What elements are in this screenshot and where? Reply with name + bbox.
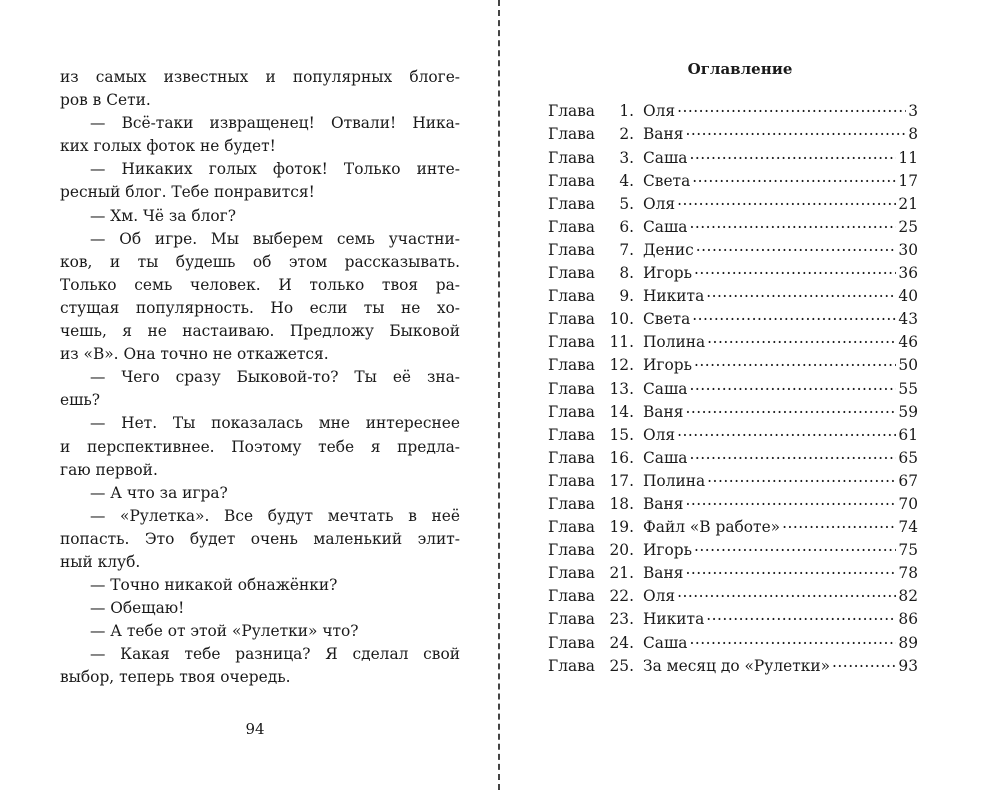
toc-chapter-name: Ваня [643,402,684,421]
toc-leader-dots [685,563,896,578]
toc-chapter-word: Глава [548,379,595,398]
text-line: — Нет. Ты показалась мне интереснее [90,414,460,433]
toc-entry [548,424,918,447]
text-line: из «В». Она точно не откажется. [60,345,329,364]
toc-entry [548,193,918,216]
toc-page-number: 30 [898,240,918,259]
toc-chapter-number: 17. [609,471,634,490]
toc-chapter-name: Игорь [643,356,692,375]
text-line: ков, и ты будешь об этом рассказывать. [60,252,460,271]
text-line: — Об игре. Мы выберем семь участни- [90,229,460,248]
toc-leader-dots [694,355,896,370]
toc-leader-dots [692,170,896,185]
toc-chapter-word: Глава [548,148,595,167]
text-line: Только семь человек. И только твоя ра- [60,275,460,294]
toc-page-number: 8 [908,125,918,144]
toc-chapter-number: 23. [609,610,634,629]
toc-page-number: 93 [898,656,918,675]
left-page-text [60,66,460,690]
toc-page-number: 70 [898,494,918,513]
toc-page-number: 40 [898,287,918,306]
toc-chapter-word: Глава [548,240,595,259]
text-line: из самых известных и популярных блоге- [60,68,460,86]
toc-chapter-word: Глава [548,217,595,236]
toc-entry [548,586,918,609]
toc-entry [548,263,918,286]
toc-chapter-name: Никита [643,287,705,306]
toc-chapter-number: 19. [609,518,634,537]
toc-leader-dots [689,378,896,393]
text-line: ких голых фоток не будет! [60,137,276,156]
text-line: — Чего сразу Быковой-то? Ты её зна- [90,368,460,387]
toc-chapter-number: 11. [609,333,634,352]
toc-chapter-word: Глава [548,587,595,606]
page-number: 94 [245,720,265,738]
toc-chapter-word: Глава [548,541,595,560]
toc-leader-dots [692,309,896,324]
toc-chapter-name: Саша [643,148,688,167]
toc-chapter-word: Глава [548,633,595,652]
toc-chapter-word: Глава [548,471,595,490]
toc-entry [548,332,918,355]
toc-chapter-name: Полина [643,471,706,490]
toc-leader-dots [694,263,896,278]
toc-chapter-word: Глава [548,333,595,352]
toc-entry [548,447,918,470]
toc-entry [548,609,918,632]
page-divider [498,0,500,790]
toc-chapter-name: Ваня [643,494,684,513]
text-line: ресный блог. Тебе понравится! [60,183,315,202]
toc-chapter-name: Оля [643,587,676,606]
toc-chapter-name: Саша [643,633,688,652]
toc-entry [548,563,918,586]
toc-chapter-name: Света [643,171,691,190]
toc-chapter-name: Саша [643,217,688,236]
toc-chapter-name: Игорь [643,264,692,283]
toc-chapter-number: 21. [609,564,634,583]
toc-page-number: 59 [898,402,918,421]
toc-page-number: 17 [898,171,918,190]
toc-chapter-word: Глава [548,194,595,213]
toc-page-number: 43 [898,310,918,329]
toc-entry [548,216,918,239]
toc-chapter-name: Игорь [643,541,692,560]
toc-chapter-number: 12. [609,356,634,375]
toc-entry [548,286,918,309]
toc-chapter-number: 16. [609,448,634,467]
toc-entry [548,401,918,424]
text-line: попасть. Это будет очень маленький элит- [60,529,460,548]
toc-chapter-number: 7. [619,240,634,259]
toc-chapter-name: Оля [643,102,676,121]
toc-page-number: 46 [898,333,918,352]
toc-page-number: 25 [898,217,918,236]
toc-chapter-name: Саша [643,379,688,398]
toc-chapter-word: Глава [548,402,595,421]
story-paragraphs [60,66,460,690]
toc-title: Оглавление [687,60,793,78]
text-line: — Обещаю! [90,599,185,618]
toc-leader-dots [689,216,896,231]
toc-page-number: 55 [898,379,918,398]
toc-chapter-number: 24. [609,633,634,652]
text-line: — «Рулетка». Все будут мечтать в неё [90,506,460,525]
toc-leader-dots [689,447,896,462]
toc-leader-dots [677,193,896,208]
toc-leader-dots [782,517,896,532]
toc-leader-dots [677,424,896,439]
toc-entry [548,517,918,540]
text-line: гаю первой. [60,460,158,479]
toc-entry [548,124,918,147]
toc-chapter-number: 4. [619,171,634,190]
toc-chapter-word: Глава [548,610,595,629]
toc-leader-dots [706,286,896,301]
text-line: ров в Сети. [60,91,151,110]
text-line: и перспективнее. Поэтому тебе я предла- [60,437,460,456]
toc-page-number: 78 [898,564,918,583]
toc-page-number: 21 [898,194,918,213]
toc-chapter-number: 25. [609,656,634,675]
toc-chapter-number: 14. [609,402,634,421]
toc-chapter-word: Глава [548,125,595,144]
toc-chapter-number: 3. [619,148,634,167]
toc-chapter-word: Глава [548,564,595,583]
toc-page-number: 67 [898,471,918,490]
toc-chapter-number: 13. [609,379,634,398]
toc-chapter-word: Глава [548,448,595,467]
text-line: — Точно никакой обнажёнки? [90,576,338,595]
toc-entry [548,240,918,263]
toc-chapter-word: Глава [548,494,595,513]
toc-page-number: 75 [898,541,918,560]
text-line: — А тебе от этой «Рулетки» что? [90,622,359,641]
toc-entry [548,170,918,193]
toc-chapter-number: 20. [609,541,634,560]
toc-leader-dots [685,494,896,509]
toc-chapter-name: Саша [643,448,688,467]
toc-chapter-name: Ваня [643,564,684,583]
toc-chapter-word: Глава [548,656,595,675]
text-line: стущая популярность. Но если ты не хо- [60,298,460,317]
toc-chapter-word: Глава [548,310,595,329]
toc-chapter-number: 2. [619,125,634,144]
toc-leader-dots [685,401,896,416]
text-line: ешь? [60,391,101,410]
text-line: — Никаких голых фоток! Только инте- [90,160,460,179]
toc-chapter-number: 10. [609,310,634,329]
toc-page-number: 65 [898,448,918,467]
toc-chapter-number: 8. [619,264,634,283]
toc-chapter-word: Глава [548,102,595,121]
toc-chapter-word: Глава [548,287,595,306]
toc-page-number: 89 [898,633,918,652]
toc-page-number: 86 [898,610,918,629]
toc-page-number: 11 [898,148,918,167]
toc-page-number: 36 [898,264,918,283]
toc-leader-dots [689,147,896,162]
toc-chapter-number: 22. [609,587,634,606]
toc-chapter-number: 9. [619,287,634,306]
toc-entry [548,540,918,563]
toc-page-number: 50 [898,356,918,375]
toc-page-number: 3 [908,102,918,121]
toc-chapter-name: Света [643,310,691,329]
text-line: чешь, я не настаиваю. Предложу Быковой [60,322,460,341]
toc-leader-dots [707,471,896,486]
toc-leader-dots [706,609,896,624]
text-line: — Хм. Чё за блог? [90,206,236,225]
toc-chapter-number: 6. [619,217,634,236]
toc-entry [548,355,918,378]
toc-chapter-word: Глава [548,518,595,537]
text-line: выбор, теперь твоя очередь. [60,668,291,687]
toc-chapter-name: Оля [643,194,676,213]
toc-chapter-name: Оля [643,425,676,444]
text-line: — А что за игра? [90,483,228,502]
toc-chapter-word: Глава [548,264,595,283]
toc-page-number: 82 [898,587,918,606]
toc-entry [548,655,918,678]
toc-leader-dots [677,586,896,601]
toc-page-number: 74 [898,518,918,537]
toc-chapter-word: Глава [548,356,595,375]
text-line: — Какая тебе разница? Я сделал свой [90,645,460,664]
toc-chapter-word: Глава [548,425,595,444]
text-line: — Всё-таки извращенец! Отвали! Ника- [90,114,460,133]
toc-chapter-name: Файл «В работе» [643,518,781,537]
toc-leader-dots [832,655,896,670]
text-line: ный клуб. [60,552,141,571]
toc-page-number: 61 [898,425,918,444]
toc-leader-dots [696,240,897,255]
table-of-contents [548,101,918,678]
toc-entry [548,632,918,655]
toc-leader-dots [677,101,906,116]
toc-chapter-name: За месяц до «Рулетки» [643,656,831,675]
toc-leader-dots [694,540,896,555]
toc-chapter-name: Ваня [643,125,684,144]
toc-entry [548,101,918,124]
toc-chapter-number: 1. [619,102,634,121]
toc-chapter-name: Денис [643,240,694,259]
toc-chapter-name: Никита [643,610,705,629]
toc-leader-dots [689,632,896,647]
toc-leader-dots [707,332,896,347]
toc-entry [548,471,918,494]
toc-chapter-word: Глава [548,171,595,190]
toc-entry [548,378,918,401]
toc-chapter-number: 5. [619,194,634,213]
toc-chapter-name: Полина [643,333,706,352]
toc-entry [548,147,918,170]
toc-chapter-number: 18. [609,494,634,513]
toc-leader-dots [685,124,906,139]
toc-entry [548,494,918,517]
toc-chapter-number: 15. [609,425,634,444]
toc-entry [548,309,918,332]
